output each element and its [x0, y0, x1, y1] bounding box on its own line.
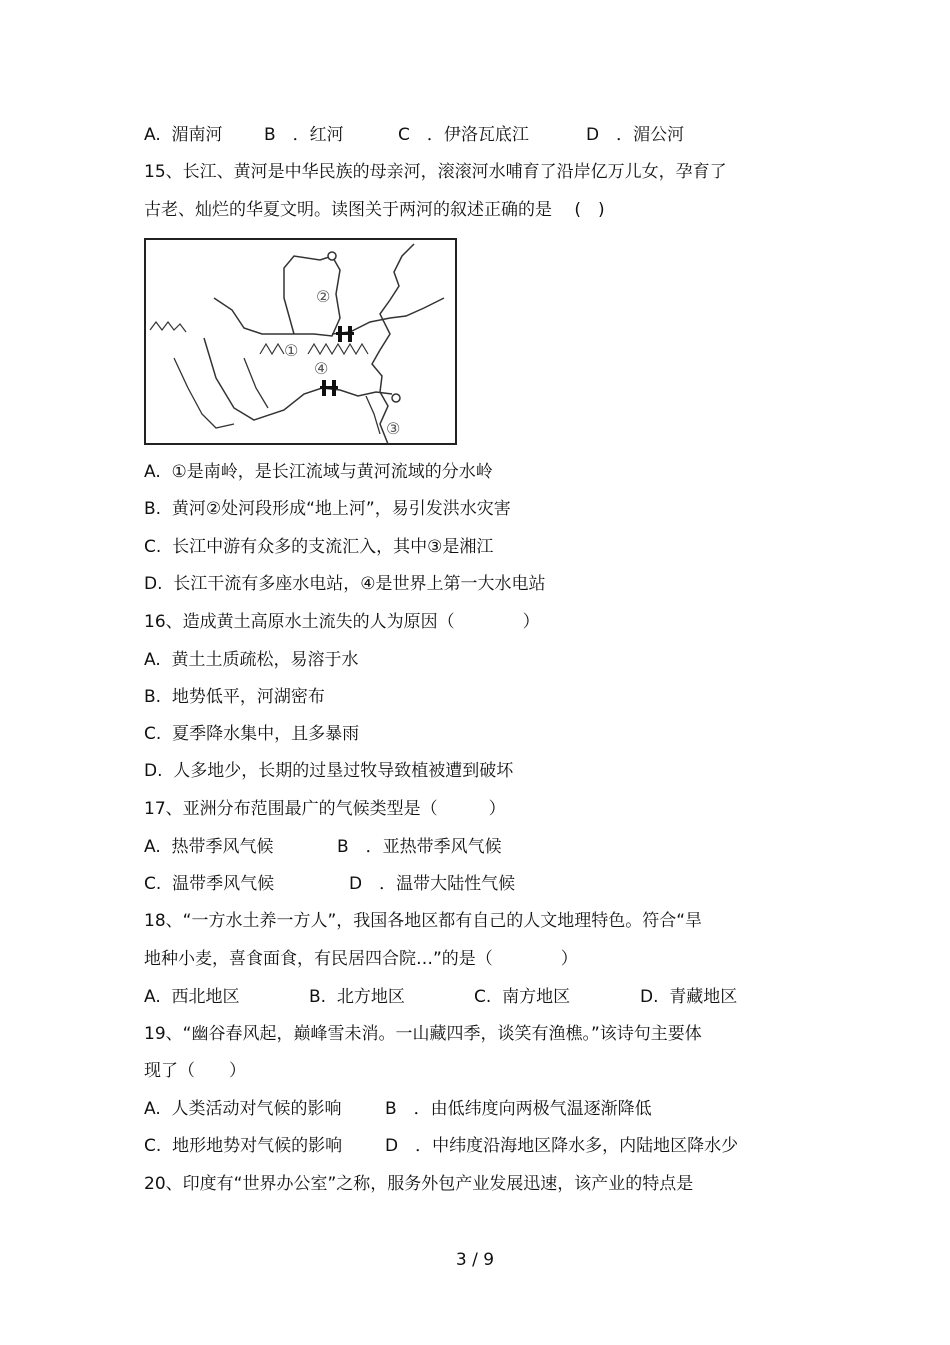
dam-bar-2 [320, 386, 338, 389]
q17-stem: 17、亚洲分布范围最广的气候类型是（ ） [144, 799, 506, 819]
map-label-2: ② [316, 287, 331, 306]
q14-option-c: C ．伊洛瓦底江 [398, 125, 529, 145]
q18-option-c: C. 南方地区 [474, 987, 571, 1007]
q18-stem-line1: 18、“一方水土养一方人”，我国各地区都有自己的人文地理特色。符合“旱 [144, 911, 703, 931]
q18-stem-line2: 地种小麦，喜食面食，有民居四合院…”的是（ ） [144, 949, 578, 969]
river-node-east [392, 394, 400, 402]
q14-option-d: D ．湄公河 [586, 125, 685, 145]
q17-option-b: B ．亚热带季风气候 [337, 837, 502, 857]
q17-option-a: A. 热带季风气候 [144, 837, 274, 857]
map-label-3: ③ [386, 419, 401, 438]
q16-option-d: D. 人多地少，长期的过垦过牧导致植被遭到破坏 [144, 761, 514, 781]
q14-option-b: B ．红河 [264, 125, 344, 145]
q15-option-b: B. 黄河②处河段形成“地上河”，易引发洪水灾害 [144, 499, 511, 519]
river-map [144, 238, 457, 445]
river-node-top [328, 252, 336, 260]
q19-stem-line1: 19、“幽谷春风起，巅峰雪未消。一山藏四季，谈笑有渔樵。”该诗句主要体 [144, 1024, 702, 1044]
q16-option-a: A. 黄土土质疏松，易溶于水 [144, 650, 359, 670]
q14-option-a: A. 湄南河 [144, 125, 223, 145]
page-number: 3 / 9 [455, 1250, 495, 1270]
q16-option-c: C. 夏季降水集中，且多暴雨 [144, 724, 360, 744]
q16-stem: 16、造成黄土高原水土流失的人为原因（ ） [144, 612, 540, 632]
q19-option-b: B ．由低纬度向两极气温逐渐降低 [385, 1099, 652, 1119]
q19-option-c: C. 地形地势对气候的影响 [144, 1136, 343, 1156]
dam-bar [336, 332, 354, 335]
q15-stem-line2: 古老、灿烂的华夏文明。读图关于两河的叙述正确的是 ( ) [144, 200, 605, 220]
q19-option-a: A. 人类活动对气候的影响 [144, 1099, 342, 1119]
map-label-4: ④ [314, 359, 329, 378]
q17-option-c: C. 温带季风气候 [144, 874, 275, 894]
q15-option-d: D. 长江干流有多座水电站，④是世界上第一大水电站 [144, 574, 546, 594]
q19-option-d: D ．中纬度沿海地区降水多，内陆地区降水少 [385, 1136, 739, 1156]
q15-option-a: A. ①是南岭，是长江流域与黄河流域的分水岭 [144, 462, 493, 482]
map-label-1: ① [284, 341, 299, 360]
q18-option-b: B. 北方地区 [309, 987, 405, 1007]
q19-stem-line2: 现了（ ） [144, 1061, 246, 1081]
map-frame [145, 239, 456, 444]
q17-option-d: D ．温带大陆性气候 [349, 874, 516, 894]
q18-option-d: D. 青藏地区 [640, 987, 738, 1007]
q20-stem: 20、印度有“世界办公室”之称，服务外包产业发展迅速，该产业的特点是 [144, 1174, 694, 1194]
q15-stem-line1: 15、长江、黄河是中华民族的母亲河，滚滚河水哺育了沿岸亿万儿女，孕育了 [144, 162, 727, 182]
q15-option-c: C. 长江中游有众多的支流汇入，其中③是湘江 [144, 537, 494, 557]
q18-option-a: A. 西北地区 [144, 987, 240, 1007]
q16-option-b: B. 地势低平，河湖密布 [144, 687, 325, 707]
